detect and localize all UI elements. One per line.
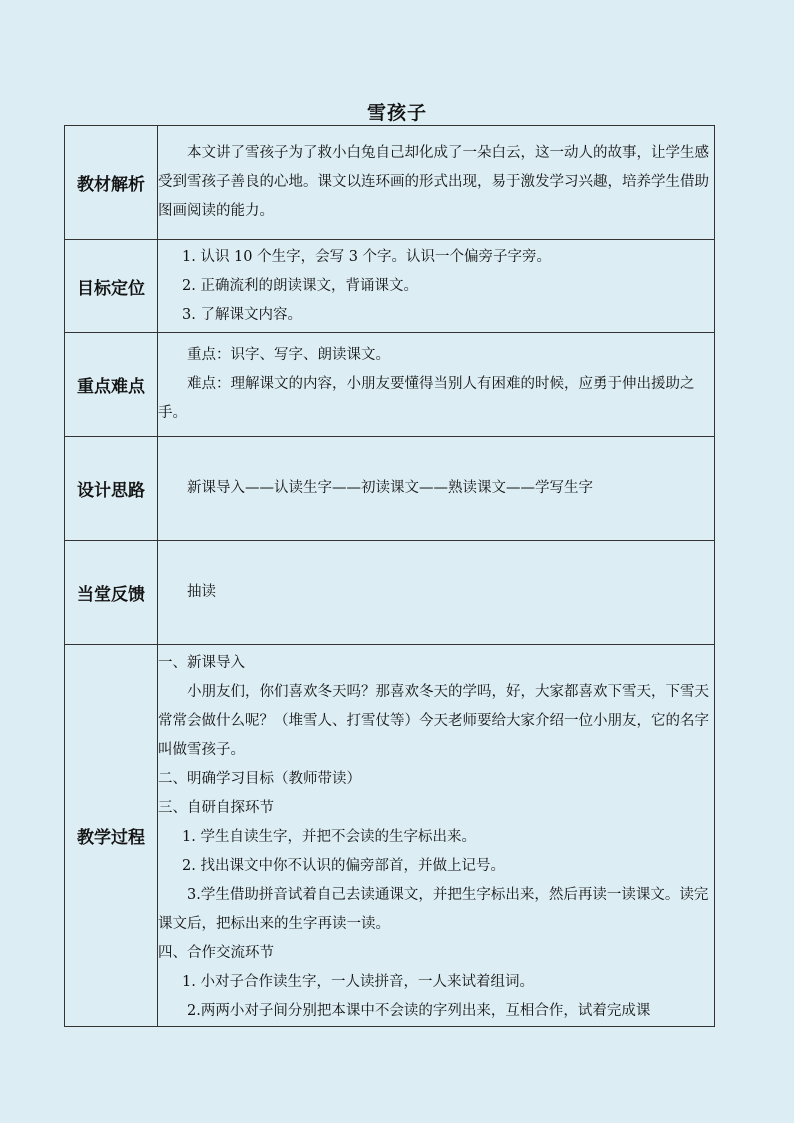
row-content-design <box>158 437 715 541</box>
table-row <box>65 333 715 437</box>
design-text: 新课导入——认读生字——初读课文——熟读课文——学写生字 <box>187 480 593 496</box>
table-row <box>65 541 715 645</box>
row-label-key-points: 重点难点 <box>65 333 158 437</box>
difficulty-text: 难点：理解课文的内容，小朋友要懂得当别人有困难的时候，应勇于伸出援助之手。 <box>158 376 695 421</box>
row-content-key-points <box>158 333 715 437</box>
list-item: 2. 找出课文中你不认识的偏旁部首，并做上记号。 <box>182 858 505 874</box>
document-title: 雪孩子 <box>366 102 427 124</box>
table-row <box>65 240 715 333</box>
section-heading: 四、合作交流环节 <box>158 945 274 961</box>
list-item: 3.学生借助拼音试着自己去读通课文，并把生字标出来，然后再读一读课文。读完课文后，把标出来的生字再读一读。 <box>158 887 709 932</box>
feedback-text: 抽读 <box>187 584 216 600</box>
list-item: 2.两两小对子间分别把本课中不会读的字列出来，互相合作，试着完成课 <box>187 1003 651 1019</box>
row-content-analysis <box>158 126 715 240</box>
row-content-feedback <box>158 541 715 645</box>
table-row <box>65 645 715 1027</box>
goal-item: 3. 了解课文内容。 <box>182 306 302 323</box>
lesson-plan-table <box>64 125 715 1027</box>
list-item: 1. 小对子合作读生字，一人读拼音，一人来试着组词。 <box>182 974 534 990</box>
row-label-process: 教学过程 <box>65 645 158 1027</box>
list-item: 1. 学生自读生字，并把不会读的生字标出来。 <box>182 829 476 845</box>
section-text: 小朋友们，你们喜欢冬天吗？那喜欢冬天的学吗，好，大家都喜欢下雪天，下雪天常常会做什么呢？（堆雪人、打雪仗等）今天老师要给大家介绍一位小朋友，它的名字叫做雪孩子。 <box>158 684 709 758</box>
section-heading: 一、新课导入 <box>158 655 245 671</box>
section-heading: 二、明确学习目标（教师带读） <box>158 771 361 787</box>
row-label-analysis: 教材解析 <box>65 126 158 240</box>
goal-item: 2. 正确流利的朗读课文，背诵课文。 <box>182 277 418 294</box>
row-label-goals: 目标定位 <box>65 240 158 333</box>
table-row <box>65 126 715 240</box>
analysis-text: 本文讲了雪孩子为了救小白兔自己却化成了一朵白云，这一动人的故事，让学生感受到雪孩子善良的心地。课文以连环画的形式出现，易于激发学习兴趣，培养学生借助图画阅读的能力。 <box>158 145 709 219</box>
row-content-goals <box>158 240 715 333</box>
row-label-feedback: 当堂反馈 <box>65 541 158 645</box>
key-point-text: 重点：识字、写字、朗读课文。 <box>187 347 390 363</box>
section-heading: 三、自研自探环节 <box>158 800 274 816</box>
row-content-process <box>158 645 715 1027</box>
table-row <box>65 437 715 541</box>
goal-item: 1. 认识 10 个生字，会写 3 个字。认识一个偏旁子字旁。 <box>182 248 552 265</box>
row-label-design: 设计思路 <box>65 437 158 541</box>
